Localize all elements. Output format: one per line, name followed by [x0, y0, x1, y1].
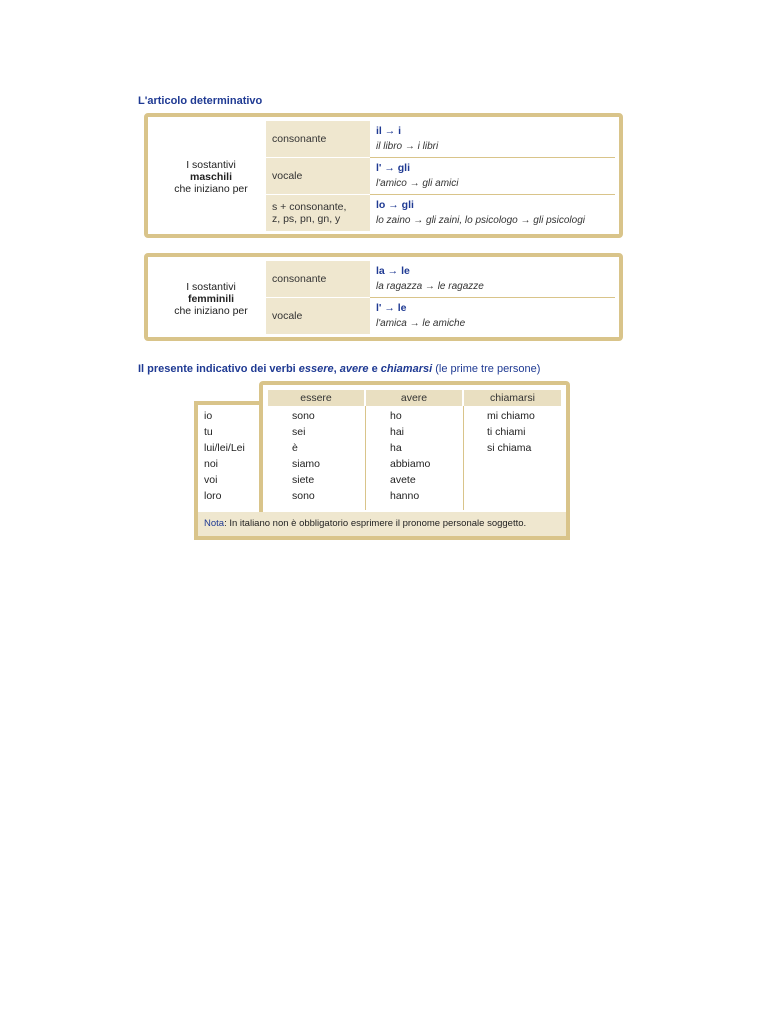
- avere-io: ho: [390, 410, 402, 422]
- chiamarsi-tu: ti chiami: [487, 426, 526, 438]
- example-text: lo zaino → gli zaini, lo psicologo → gli psicologi: [376, 215, 585, 226]
- maschili-table: [144, 113, 623, 238]
- example-text: il libro → i libri: [376, 141, 439, 152]
- example-text: la ragazza → le ragazze: [376, 281, 484, 292]
- rule-text: l' → gli: [376, 162, 410, 174]
- note-box: Nota: In italiano non è obbligatorio esprimere il pronome personale soggetto.: [194, 512, 570, 540]
- rule-text: il → i: [376, 125, 402, 137]
- column-header-essere: essere: [268, 390, 364, 406]
- rule-text: la → le: [376, 265, 410, 277]
- avere-tu: hai: [390, 426, 405, 438]
- essere-noi: siamo: [292, 458, 321, 470]
- essere-io: sono: [292, 410, 315, 422]
- maschili-row-s-consonante: [266, 195, 615, 231]
- essere-tu: sei: [292, 426, 306, 438]
- category-cell: vocale: [266, 298, 370, 334]
- column-header-chiamarsi: chiamarsi: [464, 390, 561, 406]
- essere-lui: è: [292, 442, 298, 454]
- pronoun-lui-lei: lui/lei/Lei: [204, 442, 245, 454]
- example-text: l'amica → le amiche: [376, 318, 466, 329]
- example-text: l'amico → gli amici: [376, 178, 459, 189]
- pronoun-loro: loro: [204, 490, 222, 502]
- essere-loro: sono: [292, 490, 315, 502]
- maschili-row-vocale: [266, 158, 615, 194]
- maschili-label: I sostantivi maschili che iniziano per: [174, 159, 248, 195]
- rule-text: lo → gli: [376, 199, 414, 211]
- chiamarsi-io: mi chiamo: [487, 410, 535, 422]
- femminili-table: [144, 253, 623, 341]
- avere-loro: hanno: [390, 490, 420, 502]
- section-title-presente: Il presente indicativo dei verbi essere, avere e chiamarsi (le prime tre persone): [138, 363, 541, 375]
- femminili-label: I sostantivi femminili che iniziano per: [174, 281, 248, 317]
- section-title-articolo: L'articolo determinativo: [138, 95, 263, 107]
- pronoun-noi: noi: [204, 458, 219, 470]
- rule-text: l' → le: [376, 302, 407, 314]
- essere-voi: siete: [292, 474, 315, 486]
- column-divider: [463, 406, 464, 510]
- avere-lui: ha: [390, 442, 402, 454]
- category-cell: consonante: [266, 121, 370, 157]
- category-cell: vocale: [266, 158, 370, 194]
- femminili-row-vocale: [266, 298, 615, 334]
- column-divider: [365, 406, 366, 510]
- category-cell: s + consonante, z, ps, pn, gn, y: [266, 195, 370, 231]
- pronoun-tu: tu: [204, 426, 213, 438]
- column-header-avere: avere: [366, 390, 462, 406]
- pronoun-voi: voi: [204, 474, 218, 486]
- avere-voi: avete: [390, 474, 416, 486]
- category-cell: consonante: [266, 261, 370, 297]
- femminili-row-consonante: [266, 261, 615, 297]
- chiamarsi-lui: si chiama: [487, 442, 532, 454]
- pronoun-io: io: [204, 410, 213, 422]
- maschili-row-consonante: [266, 121, 615, 157]
- avere-noi: abbiamo: [390, 458, 431, 470]
